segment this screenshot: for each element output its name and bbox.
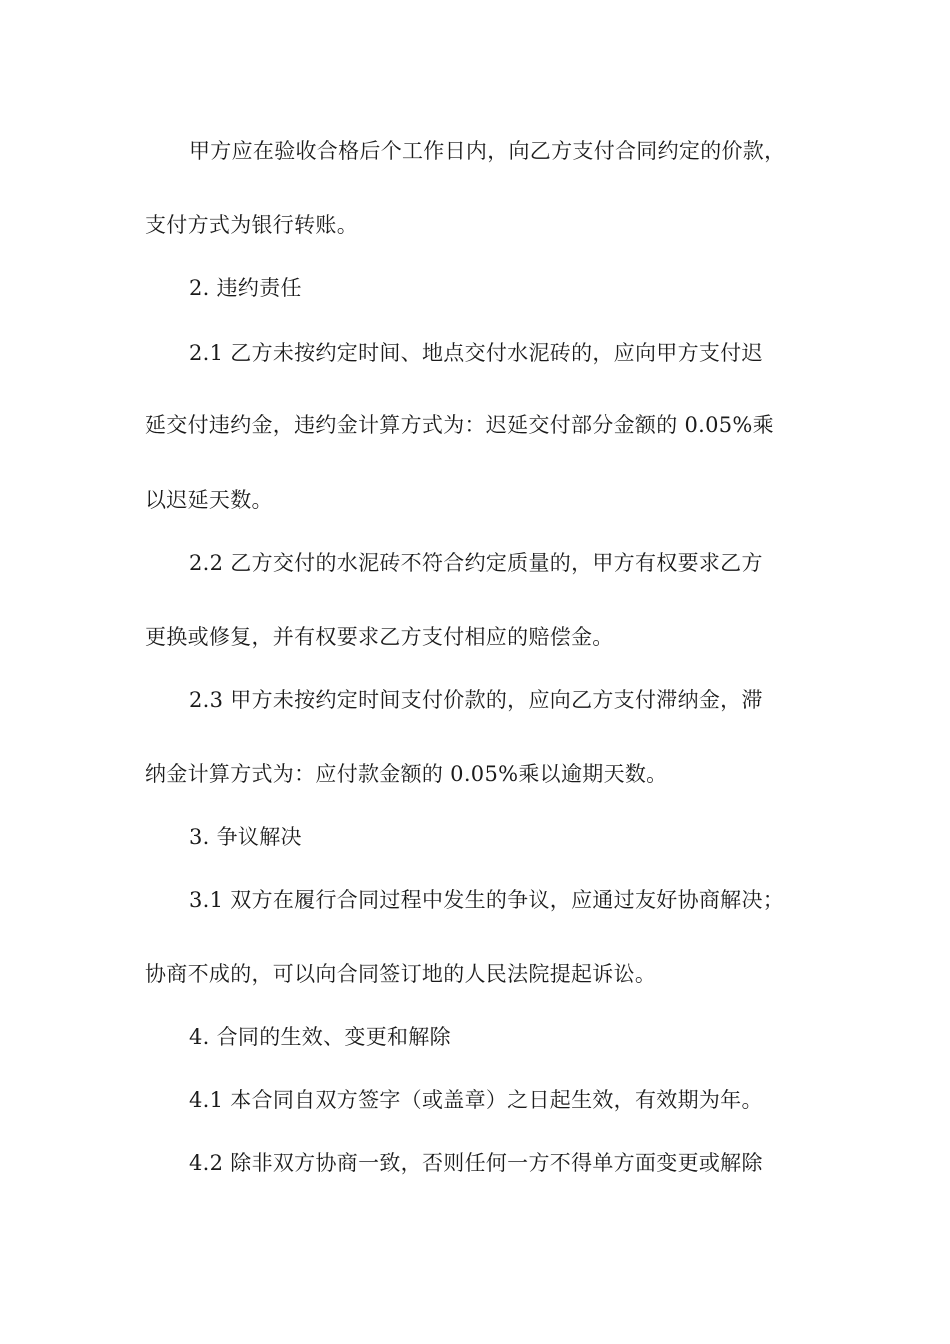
section-heading: 3. 争议解决 bbox=[189, 825, 302, 849]
paragraph-line: 支付方式为银行转账。 bbox=[145, 213, 358, 237]
paragraph-line: 以迟延天数。 bbox=[145, 488, 273, 512]
paragraph-line: 2.3 甲方未按约定时间支付价款的，应向乙方支付滞纳金，滞 bbox=[189, 688, 763, 712]
section-heading: 2. 违约责任 bbox=[189, 276, 302, 300]
paragraph-line: 更换或修复，并有权要求乙方支付相应的赔偿金。 bbox=[145, 625, 614, 649]
paragraph-line: 2.2 乙方交付的水泥砖不符合约定质量的，甲方有权要求乙方 bbox=[189, 551, 763, 575]
paragraph-line: 延交付违约金，违约金计算方式为：迟延交付部分金额的 0.05%乘 bbox=[145, 413, 774, 437]
paragraph-line: 4.1 本合同自双方签字（或盖章）之日起生效，有效期为年。 bbox=[189, 1088, 763, 1112]
paragraph-line: 甲方应在验收合格后个工作日内，向乙方支付合同约定的价款， bbox=[189, 139, 786, 163]
paragraph-line: 协商不成的，可以向合同签订地的人民法院提起诉讼。 bbox=[145, 962, 657, 986]
paragraph-line: 3.1 双方在履行合同过程中发生的争议，应通过友好协商解决； bbox=[189, 888, 785, 912]
paragraph-line: 纳金计算方式为：应付款金额的 0.05%乘以逾期天数。 bbox=[145, 762, 668, 786]
paragraph-line: 2.1 乙方未按约定时间、地点交付水泥砖的，应向甲方支付迟 bbox=[189, 341, 763, 365]
section-heading: 4. 合同的生效、变更和解除 bbox=[189, 1025, 451, 1049]
paragraph-line: 4.2 除非双方协商一致，否则任何一方不得单方面变更或解除 bbox=[189, 1151, 763, 1175]
